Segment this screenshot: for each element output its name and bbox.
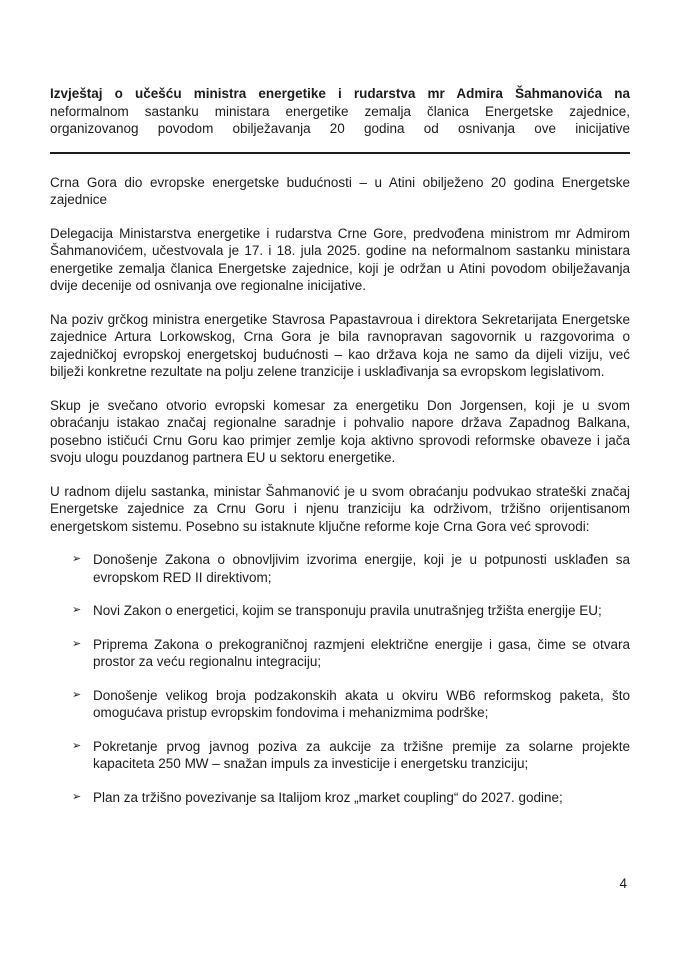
title-line-1: Izvještaj o učešću ministra energetike i rudarstva mr Admira Šahmanovića na bbox=[50, 86, 630, 101]
document-content bbox=[50, 85, 630, 806]
list-item-text: Plan za tržišno povezivanje sa Italijom kroz „market coupling“ do 2027. godine; bbox=[93, 789, 563, 805]
list-item-text: Priprema Zakona o prekograničnoj razmjeni električne energije i gasa, čime se otvara prostor za veću regionalnu integraciju; bbox=[93, 636, 630, 669]
arrow-bullet-icon: ➢ bbox=[72, 790, 82, 803]
arrow-bullet-icon: ➢ bbox=[72, 688, 82, 701]
arrow-bullet-icon: ➢ bbox=[72, 637, 82, 650]
arrow-bullet-icon: ➢ bbox=[72, 553, 82, 565]
document-title bbox=[50, 85, 630, 138]
paragraph-working-session: U radnom dijelu sastanka, ministar Šahmanović je u svom obraćanju podvukao strateški značaj Energetske zajednice za Crnu Goru i njenu tranziciju ka održivom, tržišno orijentisanom energetskom sistemu. Posebno su istaknute ključne reforme koje Crna Gora već sprovodi: bbox=[50, 483, 630, 534]
title-line-2: neformalnom sastanku ministara energetike zemalja članica Energetske zajednice, bbox=[50, 103, 630, 119]
list-item-text: Donošenje velikog broja podzakonskih akata u okviru WB6 reformskog paketa, što omogućava pristup evropskim fondovima i mehanizmima podrške; bbox=[93, 687, 630, 720]
list-item bbox=[50, 636, 630, 671]
document-subtitle: Crna Gora dio evropske energetske budućnosti – u Atini obilježeno 20 godina Energetske zajednice bbox=[50, 174, 630, 207]
list-item bbox=[50, 551, 630, 586]
list-item-text: Donošenje Zakona o obnovljivim izvorima energije, koji je u potpunosti usklađen sa evropskom RED II direktivom; bbox=[93, 552, 630, 585]
arrow-bullet-icon: ➢ bbox=[72, 604, 82, 616]
title-line-3: organizovanog povodom obilježavanja 20 godina od osnivanja ove inicijative bbox=[50, 121, 630, 136]
list-item-text: Pokretanje prvog javnog poziva za aukcije za tržišne premije za solarne projekte kapaciteta 250 MW – snažan impuls za investicije i energetsku tranziciju; bbox=[93, 738, 630, 771]
list-item bbox=[50, 602, 630, 620]
paragraph-opening: Skup je svečano otvorio evropski komesar za energetiku Don Jorgensen, koji je u svom obraćanju istakao značaj regionalne saradnje i pohvalio napore država Zapadnog Balkana, posebno ističući Crnu Goru kao primjer zemlje koja aktivno sprovodi reformske obaveze i jača svoju ulogu pouzdanog partnera EU u sektoru energetike. bbox=[50, 397, 630, 465]
page-number: 4 bbox=[619, 876, 627, 891]
paragraph-invitation: Na poziv grčkog ministra energetike Stavrosa Papastavroua i direktora Sekretarijata Energetske zajednice Artura Lorkowskog, Crna Gora je bila ravnopravan sagovornik u razgovorima o zajedničkoj evropskoj energetskoj budućnosti – kao država koja ne samo da dijeli viziju, već bilježi konkretne rezultate na polju zelene tranzicije i usklađivanja sa evropskom legislativom. bbox=[50, 311, 630, 379]
paragraph-delegation: Delegacija Ministarstva energetike i rudarstva Crne Gore, predvođena ministrom mr Admirom Šahmanovićem, učestvovala je 17. i 18. jula 2025. godine na neformalnom sastanku ministara energetike zemalja članica Energetske zajednice, koji je održan u Atini povodom obilježavanja dvije decenije od osnivanja ove regionalne inicijative. bbox=[50, 225, 630, 293]
arrow-bullet-icon: ➢ bbox=[72, 739, 82, 752]
list-item bbox=[50, 687, 630, 722]
list-item-text: Novi Zakon o energetici, kojim se transponuju pravila unutrašnjeg tržišta energije EU; bbox=[93, 603, 602, 618]
horizontal-rule bbox=[50, 152, 630, 154]
list-item bbox=[50, 738, 630, 773]
list-item bbox=[50, 789, 630, 807]
reforms-bullet-list bbox=[50, 551, 630, 806]
